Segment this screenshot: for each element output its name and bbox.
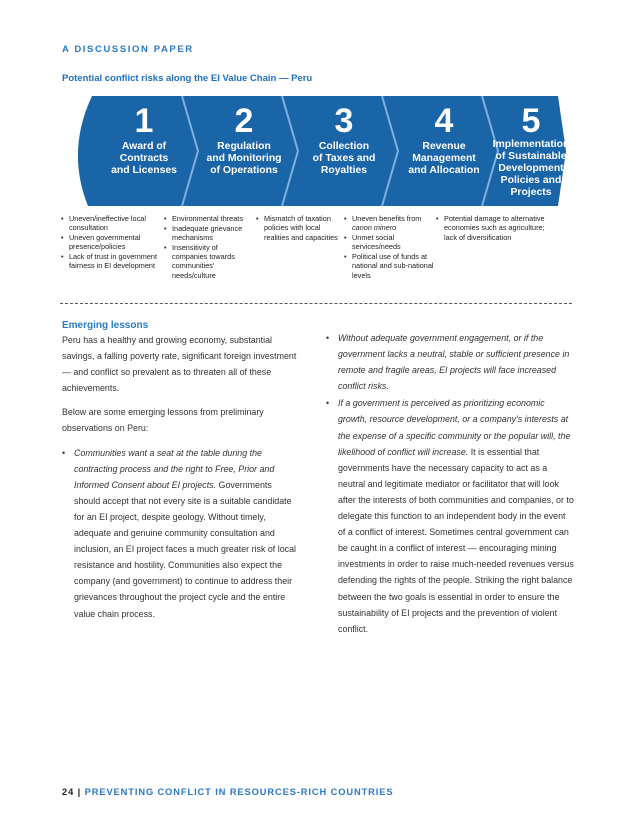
stage-4-number: 4 [434,102,454,140]
risk-item: • Unmet social services/needs [344,233,434,252]
footer-title: PREVENTING CONFLICT IN RESOURCES-RICH COUNTRIES [84,787,394,797]
stage-1 [96,96,192,206]
stage-1-risks [61,214,161,271]
risk-item: • Inadequate grievance mechanisms [164,224,254,243]
section-heading: Emerging lessons [62,320,149,331]
risk-item: • Uneven governmental presence/policies [61,233,161,252]
stage-5-risks [436,214,548,242]
risk-item: • Environmental threats [164,214,254,223]
risk-item: • Uneven benefits from canon minero [344,214,434,233]
risk-item: • Insensitivity of companies towards communities' needs/culture [164,243,254,280]
page-footer [62,787,393,797]
section-divider [60,303,572,304]
stage-2-label: Regulation and Monitoring of Operations [206,141,282,176]
value-chain-diagram [60,96,572,206]
stage-1-number: 1 [134,102,154,140]
stage-2-number: 2 [234,102,254,140]
stage-5 [488,96,574,206]
risk-item: • Political use of funds at national and sub-national levels [344,252,434,280]
stage-3 [296,96,392,206]
stage-4-risks [344,214,434,281]
paragraph: Below are some emerging lessons from preliminary observations on Peru: [62,407,264,434]
section-kicker: A DISCUSSION PAPER [62,44,194,55]
stage-5-number: 5 [521,102,541,140]
risk-item: • Potential damage to alternative economies such as agriculture; lack of diversification [436,214,548,242]
paragraph: Peru has a healthy and growing economy, substantial savings, a falling poverty rate, significant foreign investment — and conflict so prevalent as to threaten all of these achievements. [62,335,297,394]
left-column [62,318,298,623]
stage-2-risks [164,214,254,281]
lesson-bullet: • Communities want a seat at the table during the contracting process and the right to Free, Prior and Informed Consent about EI projects. Governments should accept that not every site is a suitable candidate for an EI project, despite geology. Without timely, adequate and genuine community consultation and inclusion, an EI project faces a much greater risk of local resistance and hostility. Communities also expect the company (and government) to continue to address their grievances throughout the project cycle and the entire value chain process. [62,445,298,622]
stage-3-risks [256,214,342,242]
risk-item: • Lack of trust in government fairness in EI development [61,252,161,271]
lesson-bullet: • If a government is perceived as prioritizing economic growth, resource development, or a company's interests at the expense of a specific community or the popular will, the likelihood of conflict will increase. It is essential that governments have the necessary capacity to act as a neutral and legitimate mediator or facilitator that will look after the interests of both communities and companies, or to delegate this function to an independent body in the event of a conflict of interest. Sometimes central government can be caught in a conflict of interest — encouraging mining investments in order to raise much-needed revenues versus defending the rights of the people. Striking the right balance between the two goals is essential in order to ensure the sustainability of EI projects and the prevention of violent conflict. [326,395,574,636]
risk-item: • Uneven/ineffective local consultation [61,214,161,233]
figure-title: Potential conflict risks along the EI Value Chain — Peru [62,73,313,84]
stage-2 [196,96,292,206]
stage-5-label: Implementation of Sustainable Development Policies and Projects [492,139,570,198]
right-column [326,330,574,638]
stage-4-label: Revenue Management and Allocation [408,141,480,176]
page-number: 24 [62,787,75,797]
stage-3-number: 3 [334,102,354,140]
footer-separator: | [77,787,82,797]
risk-item: • Mismatch of taxation policies with local realities and capacities [256,214,342,242]
stage-4 [396,96,492,206]
stage-1-label: Award of Contracts and Licenses [111,141,177,176]
stage-3-label: Collection of Taxes and Royalties [312,141,376,176]
lesson-bullet: • Without adequate government engagement, or if the government lacks a neutral, stable or sufficient presence in remote and fragile areas, EI projects will face increased conflict risks. [326,330,574,394]
